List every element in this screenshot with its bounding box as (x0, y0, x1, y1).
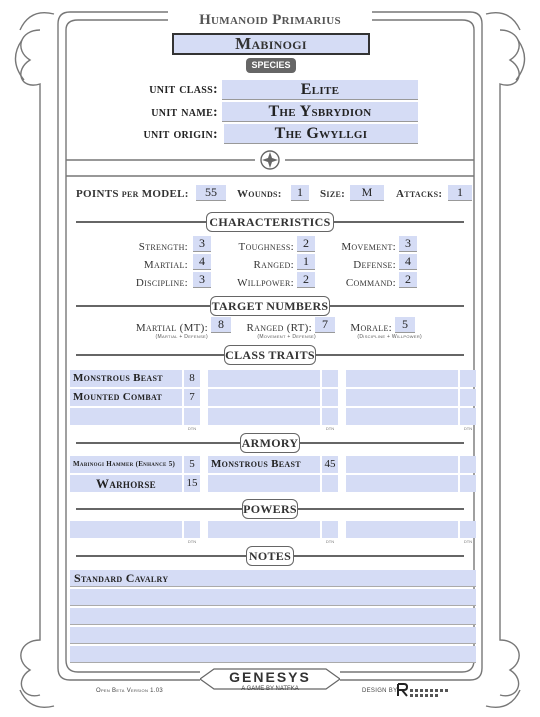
mt-field[interactable]: 8 (211, 317, 231, 333)
armory-item-name[interactable]: Warhorse (70, 475, 182, 492)
morale-label: Morale: (350, 322, 392, 334)
unit-class-label: unit class: (149, 82, 218, 97)
designer-logo-icon (396, 683, 408, 697)
morale-field[interactable]: 5 (395, 317, 415, 333)
designer-wordmark-icon (410, 685, 454, 695)
ranged-label: Ranged: (253, 259, 294, 271)
size-field[interactable]: M (350, 185, 384, 201)
armory-item-name[interactable]: Mabinogi Hammer (Enhance 5) (70, 456, 182, 473)
willpower-label: Willpower: (237, 277, 294, 289)
discipline-label: Discipline: (135, 277, 188, 289)
powers-banner (66, 499, 474, 519)
characteristics-heading: CHARACTERISTICS (206, 212, 334, 232)
trait-name[interactable] (208, 370, 320, 387)
toughness-field[interactable]: 2 (297, 236, 315, 252)
dtn-caption: DTN (463, 539, 473, 544)
trait-dtn[interactable] (184, 408, 200, 425)
trait-dtn[interactable] (322, 389, 338, 406)
defense-label: Defense: (353, 259, 396, 271)
mt-label: Martial (MT): (135, 322, 208, 334)
martial-field[interactable]: 4 (193, 254, 211, 270)
rt-label: Ranged (RT): (246, 322, 312, 334)
species-name-field[interactable]: Mabinogi (172, 33, 370, 55)
notes-banner (66, 546, 474, 566)
martial-label: Martial: (143, 259, 188, 271)
armory-item-value[interactable] (322, 475, 338, 492)
mt-formula: (Martial + Defense) (155, 334, 208, 340)
notes-heading: NOTES (246, 546, 294, 566)
trait-name[interactable] (346, 389, 458, 406)
trait-dtn[interactable] (460, 370, 476, 387)
power-name[interactable] (208, 521, 320, 538)
dtn-caption: DTN (463, 426, 473, 431)
power-name[interactable] (70, 521, 182, 538)
strength-label: Strength: (138, 241, 188, 253)
class-traits-banner (66, 345, 474, 365)
points-label: POINTS per MODEL: (76, 188, 189, 200)
footer-tagline: A GAME BY NATFKA (241, 686, 299, 692)
trait-name[interactable] (208, 408, 320, 425)
genesys-logo: GENESYS (229, 669, 311, 685)
ranged-field[interactable]: 1 (297, 254, 315, 270)
armory-item-name[interactable]: Monstrous Beast (208, 456, 320, 473)
trait-dtn[interactable] (322, 408, 338, 425)
dtn-caption: DTN (325, 426, 335, 431)
page-title: Humanoid Primarius (199, 12, 341, 28)
footer-version: Open Beta Version 1.03 (96, 688, 163, 694)
target-numbers-banner (66, 296, 474, 316)
species-tag: SPECIES (246, 58, 296, 73)
trait-name[interactable] (346, 408, 458, 425)
command-label: Command: (345, 277, 396, 289)
trait-dtn[interactable]: 7 (184, 389, 200, 406)
notes-line[interactable] (70, 589, 476, 606)
unit-name-label: unit name: (151, 105, 218, 120)
toughness-label: Toughness: (238, 241, 294, 253)
trait-name[interactable] (208, 389, 320, 406)
target-numbers-heading: TARGET NUMBERS (210, 296, 330, 316)
trait-name[interactable] (346, 370, 458, 387)
rt-formula: (Movement + Defense) (257, 334, 316, 340)
trait-dtn[interactable] (322, 370, 338, 387)
armory-item-value[interactable] (460, 475, 476, 492)
discipline-field[interactable]: 3 (193, 272, 211, 288)
dtn-caption: DTN (187, 539, 197, 544)
points-field[interactable]: 55 (196, 185, 226, 201)
movement-label: Movement: (341, 241, 396, 253)
armory-item-name[interactable] (346, 456, 458, 473)
power-name[interactable] (346, 521, 458, 538)
strength-field[interactable]: 3 (193, 236, 211, 252)
notes-line[interactable]: Standard Cavalry (70, 570, 476, 587)
characteristics-banner (66, 212, 474, 232)
trait-name[interactable]: Monstrous Beast (70, 370, 182, 387)
armory-item-value[interactable]: 45 (322, 456, 338, 473)
attacks-label: Attacks: (396, 188, 443, 200)
trait-dtn[interactable] (460, 389, 476, 406)
notes-line[interactable] (70, 608, 476, 625)
trait-dtn[interactable]: 8 (184, 370, 200, 387)
dtn-caption: DTN (187, 426, 197, 431)
size-label: Size: (320, 188, 346, 200)
armory-item-name[interactable] (346, 475, 458, 492)
armory-heading: ARMORY (240, 433, 300, 453)
dtn-caption: DTN (325, 539, 335, 544)
power-dtn[interactable] (184, 521, 200, 538)
power-dtn[interactable] (460, 521, 476, 538)
unit-class-field[interactable]: Elite (222, 80, 418, 100)
armory-item-value[interactable] (460, 456, 476, 473)
powers-heading: POWERS (242, 499, 298, 519)
notes-line[interactable] (70, 627, 476, 644)
armory-banner (66, 433, 474, 453)
trait-name[interactable] (70, 408, 182, 425)
class-traits-heading: CLASS TRAITS (224, 345, 316, 365)
armory-item-value[interactable]: 15 (184, 475, 200, 492)
willpower-field[interactable]: 2 (297, 272, 315, 288)
movement-field[interactable]: 3 (399, 236, 417, 252)
unit-origin-label: unit origin: (143, 127, 218, 142)
unit-origin-field[interactable]: The Gwyllgi (224, 124, 418, 144)
armory-item-value[interactable]: 5 (184, 456, 200, 473)
trait-dtn[interactable] (460, 408, 476, 425)
footer-design-by: DESIGN BY (362, 688, 398, 694)
power-dtn[interactable] (322, 521, 338, 538)
trait-name[interactable]: Mounted Combat (70, 389, 182, 406)
command-field[interactable]: 2 (399, 272, 417, 288)
rt-field[interactable]: 7 (315, 317, 335, 333)
defense-field[interactable]: 4 (399, 254, 417, 270)
wounds-field[interactable]: 1 (291, 185, 309, 201)
notes-line[interactable] (70, 646, 476, 663)
wounds-label: Wounds: (237, 188, 282, 200)
unit-name-field[interactable]: The Ysbrydion (222, 102, 418, 122)
morale-formula: (Discipline + Willpower) (357, 334, 422, 340)
armory-item-name[interactable] (208, 475, 320, 492)
attacks-field[interactable]: 1 (448, 185, 472, 201)
